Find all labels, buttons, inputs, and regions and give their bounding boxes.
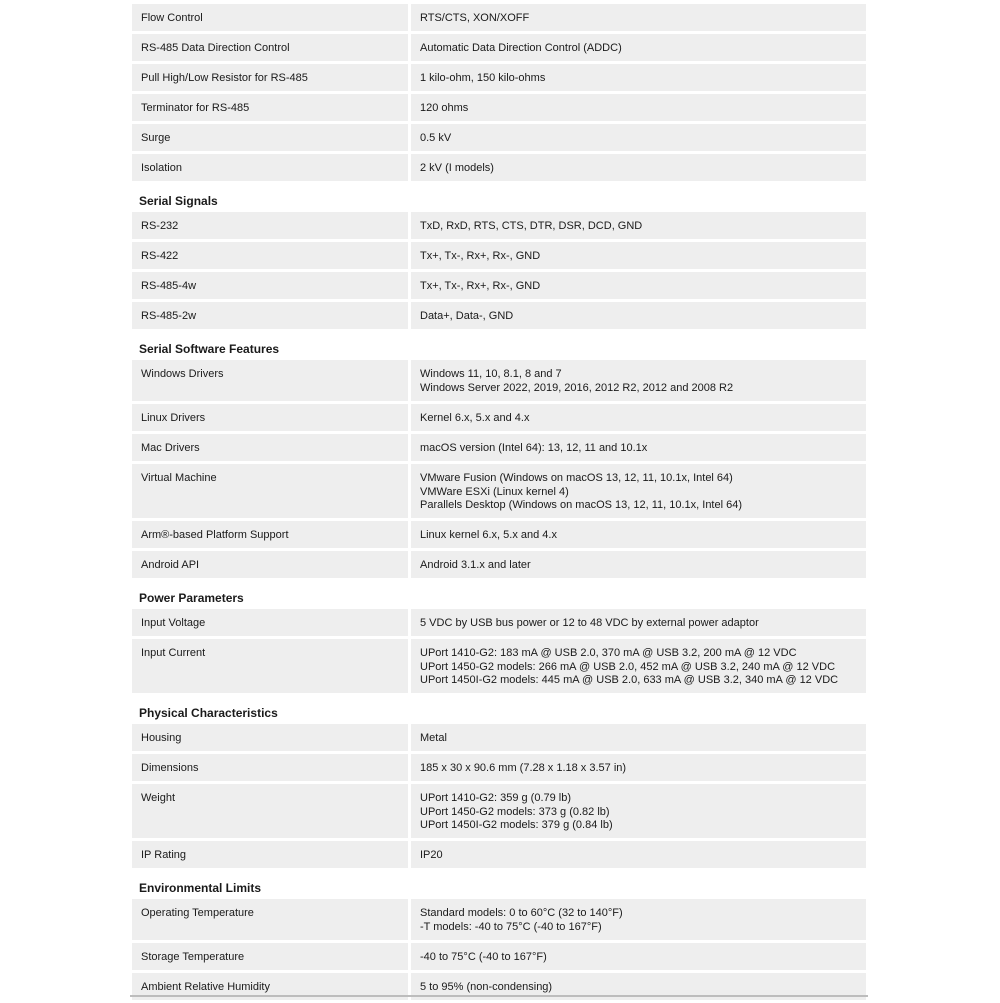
spec-value: Metal	[411, 724, 866, 751]
spec-value: TxD, RxD, RTS, CTS, DTR, DSR, DCD, GND	[411, 212, 866, 239]
spec-label: Weight	[132, 784, 408, 838]
spec-row	[132, 434, 866, 461]
section-heading: Physical Characteristics	[139, 706, 278, 720]
spec-value: VMware Fusion (Windows on macOS 13, 12, 11, 10.1x, Intel 64) VMWare ESXi (Linux kernel 4) Parallels Desktop (Windows on macOS 13, 12, 11, 10.1x, Intel 64)	[411, 464, 866, 518]
spec-label: Input Voltage	[132, 609, 408, 636]
section-heading: Power Parameters	[139, 591, 244, 605]
spec-value: Tx+, Tx-, Rx+, Rx-, GND	[411, 272, 866, 299]
spec-sheet	[132, 4, 866, 1003]
spec-label: Dimensions	[132, 754, 408, 781]
section-heading: Serial Software Features	[139, 342, 280, 356]
spec-label: RS-485-2w	[132, 302, 408, 329]
spec-value: Linux kernel 6.x, 5.x and 4.x	[411, 521, 866, 548]
spec-value: 5 to 95% (non-condensing)	[411, 973, 866, 1000]
spec-value: UPort 1410-G2: 183 mA @ USB 2.0, 370 mA @ USB 3.2, 200 mA @ 12 VDC UPort 1450-G2 models: 266 mA @ USB 2.0, 452 mA @ USB 3.2, 240 mA @ 12 VDC UPort 1450I-G2 models: 445 mA @ USB 2.0, 633 mA @ USB 3.2, 340 mA @ 12 VDC	[411, 639, 866, 693]
spec-value: IP20	[411, 841, 866, 868]
spec-row	[132, 272, 866, 299]
spec-row	[132, 64, 866, 91]
spec-value: 120 ohms	[411, 94, 866, 121]
spec-label: Isolation	[132, 154, 408, 181]
spec-value: UPort 1410-G2: 359 g (0.79 lb) UPort 1450-G2 models: 373 g (0.82 lb) UPort 1450I-G2 models: 379 g (0.84 lb)	[411, 784, 866, 838]
spec-row	[132, 784, 866, 838]
spec-row	[132, 4, 866, 31]
spec-label: Windows Drivers	[132, 360, 408, 401]
spec-row	[132, 360, 866, 401]
spec-value: Tx+, Tx-, Rx+, Rx-, GND	[411, 242, 866, 269]
spec-label: Terminator for RS-485	[132, 94, 408, 121]
spec-row	[132, 754, 866, 781]
spec-row	[132, 841, 866, 868]
spec-row	[132, 212, 866, 239]
spec-label: IP Rating	[132, 841, 408, 868]
spec-label: Android API	[132, 551, 408, 578]
spec-row	[132, 302, 866, 329]
spec-label: Mac Drivers	[132, 434, 408, 461]
spec-row	[132, 242, 866, 269]
spec-row	[132, 404, 866, 431]
spec-value: macOS version (Intel 64): 13, 12, 11 and 10.1x	[411, 434, 866, 461]
spec-value: Data+, Data-, GND	[411, 302, 866, 329]
spec-value: 0.5 kV	[411, 124, 866, 151]
spec-label: Virtual Machine	[132, 464, 408, 518]
spec-value: RTS/CTS, XON/XOFF	[411, 4, 866, 31]
spec-row	[132, 639, 866, 693]
spec-label: RS-485 Data Direction Control	[132, 34, 408, 61]
spec-row	[132, 943, 866, 970]
spec-value: -40 to 75°C (-40 to 167°F)	[411, 943, 866, 970]
spec-label: RS-232	[132, 212, 408, 239]
spec-label: Arm®-based Platform Support	[132, 521, 408, 548]
spec-row	[132, 154, 866, 181]
spec-row	[132, 551, 866, 578]
spec-value: 2 kV (I models)	[411, 154, 866, 181]
spec-row	[132, 521, 866, 548]
spec-value: 5 VDC by USB bus power or 12 to 48 VDC by external power adaptor	[411, 609, 866, 636]
spec-value: Automatic Data Direction Control (ADDC)	[411, 34, 866, 61]
spec-label: Housing	[132, 724, 408, 751]
spec-value: Android 3.1.x and later	[411, 551, 866, 578]
spec-label: RS-422	[132, 242, 408, 269]
section-heading: Serial Signals	[139, 194, 218, 208]
bottom-divider	[130, 995, 868, 997]
spec-row	[132, 34, 866, 61]
spec-value: 1 kilo-ohm, 150 kilo-ohms	[411, 64, 866, 91]
spec-row	[132, 124, 866, 151]
spec-label: Operating Temperature	[132, 899, 408, 940]
spec-row	[132, 464, 866, 518]
spec-label: Surge	[132, 124, 408, 151]
spec-value: Windows 11, 10, 8.1, 8 and 7 Windows Server 2022, 2019, 2016, 2012 R2, 2012 and 2008 R2	[411, 360, 866, 401]
spec-label: Linux Drivers	[132, 404, 408, 431]
spec-label: Input Current	[132, 639, 408, 693]
spec-label: Storage Temperature	[132, 943, 408, 970]
spec-value: Kernel 6.x, 5.x and 4.x	[411, 404, 866, 431]
spec-value: Standard models: 0 to 60°C (32 to 140°F) -T models: -40 to 75°C (-40 to 167°F)	[411, 899, 866, 940]
section-heading: Environmental Limits	[139, 881, 262, 895]
spec-label: Pull High/Low Resistor for RS-485	[132, 64, 408, 91]
spec-row	[132, 609, 866, 636]
spec-label: RS-485-4w	[132, 272, 408, 299]
spec-label: Ambient Relative Humidity	[132, 973, 408, 1000]
spec-value: 185 x 30 x 90.6 mm (7.28 x 1.18 x 3.57 in)	[411, 754, 866, 781]
spec-row	[132, 724, 866, 751]
spec-label: Flow Control	[132, 4, 408, 31]
spec-row	[132, 94, 866, 121]
spec-row	[132, 899, 866, 940]
